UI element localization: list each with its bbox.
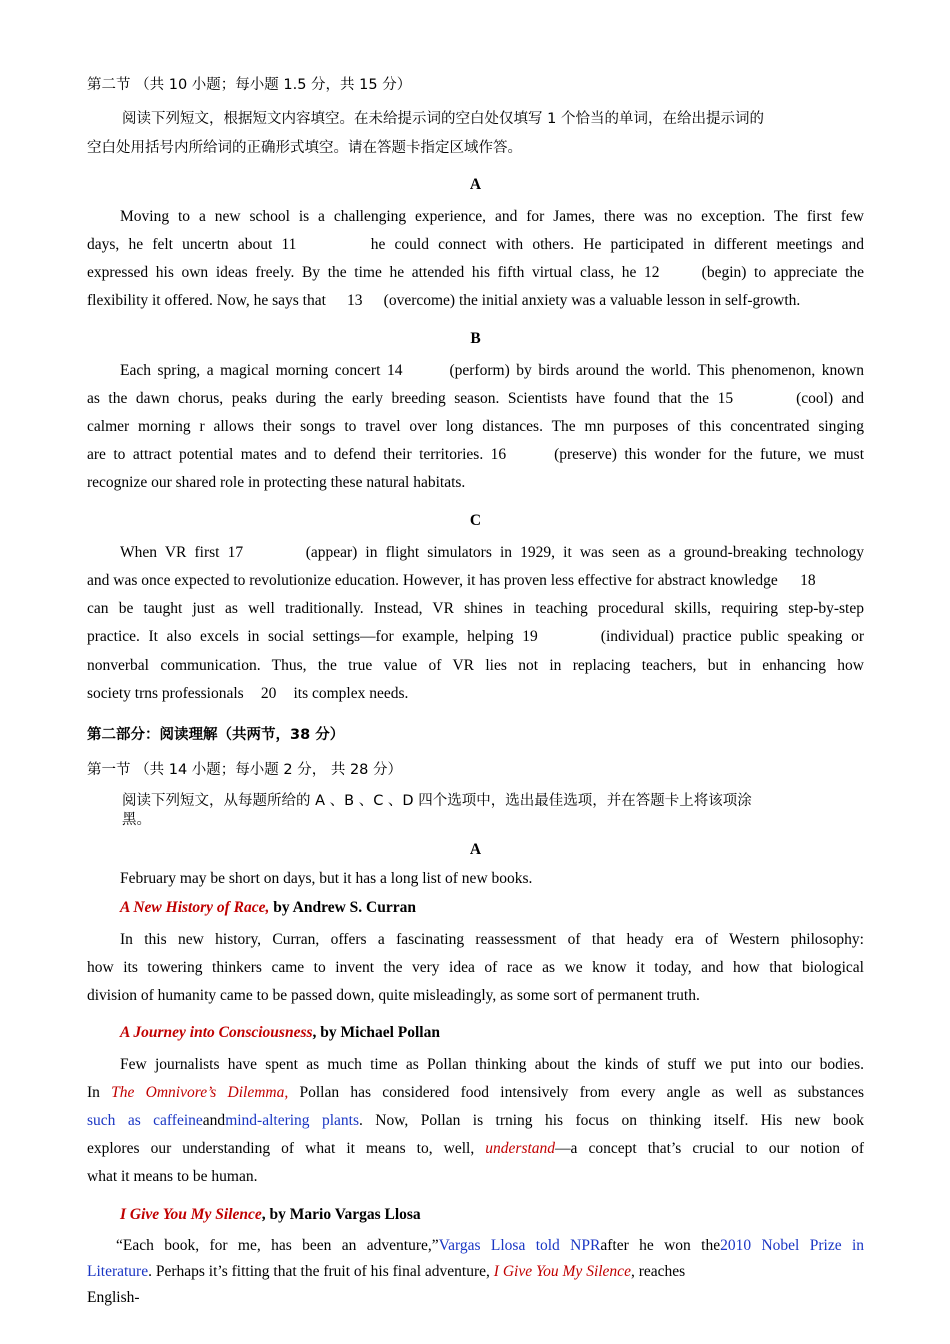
- passage-a-title: A: [469, 176, 482, 193]
- reading-a-title: A: [469, 841, 482, 858]
- blank-13: 13: [347, 292, 363, 309]
- blank-12: 12: [644, 264, 660, 281]
- blank-16: 16: [490, 446, 507, 463]
- book3-heading: [120, 1205, 864, 1225]
- book3-author: , by Mario Vargas Llosa: [261, 1206, 421, 1223]
- part2-instruction-line1: 阅读下列短文，从每题所给的 A 、B 、C 、D 四个选项中，选出最佳选项，并在答题卡上将该项涂: [122, 793, 752, 809]
- passage-c-line2: and was once expected to revolutionize education. However, it has proven less effective for abstract knowledge 18: [87, 572, 816, 589]
- book3-line3: English-: [87, 1289, 140, 1306]
- book1-heading: [120, 898, 864, 918]
- part2-instruction-line2: 黑。: [122, 812, 151, 828]
- section2-instruction-line1: 阅读下列短文，根据短文内容填空。在未给提示词的空白处仅填写 1 个恰当的单词，在给出提示词的: [122, 111, 764, 127]
- mind-altering-plants-link[interactable]: mind-altering plants: [225, 1112, 359, 1129]
- passage-a-line1: Moving to a new school is a challenging experience, and for James, there was no exception. The first few: [120, 208, 864, 225]
- reading-a-intro: February may be short on days, but it has a long list of new books.: [120, 870, 533, 887]
- book2-line4: explores our understanding of what it means to, well, understand—a concept that’s crucial to our notion of: [87, 1140, 865, 1157]
- section2-instruction-line2: 空白处用括号内所给词的正确形式填空。请在答题卡指定区域作答。: [87, 140, 522, 156]
- passage-b-line2: as the dawn chorus, peaks during the early breeding season. Scientists have found that the 15 (cool) and: [87, 390, 865, 407]
- book2-line1: Few journalists have spent as much time as Pollan thinking about the kinds of stuff we put into our bodies.: [120, 1056, 864, 1073]
- book3-line1: “Each book, for me, has been an adventure,”Vargas Llosa told NPRafter he won the2010 Nobel Prize in: [116, 1237, 865, 1254]
- nobel-prize-link[interactable]: 2010 Nobel Prize in: [720, 1237, 865, 1254]
- passage-a-line4: flexibility it offered. Now, he says that 13 (overcome) the initial anxiety was a valuable lesson in self-growth.: [87, 292, 801, 309]
- part2-heading: 第二部分：阅读理解（共两节，38 分）: [87, 727, 345, 743]
- blank-15: 15: [717, 390, 734, 407]
- passage-c-line5: nonverbal communication. Thus, the true value of VR lies not in replacing teachers, but in enhancing how: [87, 657, 864, 674]
- book2-title: A Journey into Consciousness: [120, 1024, 313, 1041]
- book2-line3: such as caffeineandmind-altering plants. Now, Pollan is trning his focus on thinking itself. His new book: [87, 1112, 864, 1129]
- book1-line3: division of humanity came to be passed down, quite misleadingly, as some sort of permanent truth.: [87, 987, 700, 1004]
- blank-20: 20: [260, 685, 277, 702]
- passage-a-line3: expressed his own ideas freely. By the time he attended his fifth virtual class, he 12 (begin) to appreciate the: [87, 264, 865, 281]
- caffeine-link[interactable]: such as caffeine: [87, 1112, 203, 1129]
- passage-a-line2: days, he felt uncertn about 11 he could connect with others. He participated in different meetings and: [87, 236, 864, 253]
- book1-title: A New History of Race,: [120, 899, 270, 916]
- book1-line2: how its towering thinkers came to invent the very idea of race as we know it today, and how that biological: [87, 959, 864, 976]
- literature-link[interactable]: Literature: [87, 1263, 149, 1280]
- passage-c-title: C: [469, 512, 482, 529]
- book2-heading: [120, 1023, 864, 1043]
- npr-link[interactable]: Vargas Llosa told NPR: [438, 1237, 601, 1254]
- blank-18: 18: [800, 572, 816, 589]
- understand-emphasis: understand: [485, 1140, 556, 1157]
- passage-b-line3: calmer morning r allows their songs to travel over long distances. The mn purposes of this concentrated singing: [87, 418, 864, 435]
- passage-c-line4: practice. It also excels in social settings—for example, helping 19 (individual) practice public speaking or: [87, 628, 865, 645]
- section2-heading: 第二节 （共 10 小题；每小题 1.5 分，共 15 分）: [87, 77, 412, 93]
- blank-17: 17: [227, 544, 244, 561]
- book3-line2: Literature. Perhaps it’s fitting that the fruit of his final adventure, I Give You My Silence, reaches: [87, 1263, 686, 1280]
- book3-title: I Give You My Silence: [120, 1206, 262, 1223]
- passage-c-line1: When VR first 17 (appear) in flight simulators in 1929, it was seen as a ground-breaking technology: [120, 544, 865, 561]
- passage-b-line1: Each spring, a magical morning concert 14 (perform) by birds around the world. This phenomenon, known: [120, 362, 865, 379]
- passage-b-line5: recognize our shared role in protecting these natural habitats.: [87, 474, 466, 491]
- blank-14: 14: [386, 362, 403, 379]
- part2-section1-heading: 第一节 （共 14 小题；每小题 2 分， 共 28 分）: [87, 762, 402, 778]
- passage-b-title: B: [470, 330, 481, 347]
- book2-author: , by Michael Pollan: [312, 1024, 440, 1041]
- silence-title-inline: I Give You My Silence: [493, 1263, 631, 1280]
- book2-line2: In The Omnivore’s Dilemma, Pollan has considered food intensively from every angle as well as substances: [87, 1084, 864, 1101]
- passage-c-line6: society trns professionals 20 its complex needs.: [87, 685, 409, 702]
- passage-b-line4: are to attract potential mates and to defend their territories. 16 (preserve) this wonder for the future, we must: [87, 446, 865, 463]
- omnivores-dilemma-title: The Omnivore’s Dilemma,: [111, 1084, 289, 1101]
- book2-line5: what it means to be human.: [87, 1168, 258, 1185]
- blank-11: 11: [281, 236, 297, 253]
- blank-19: 19: [522, 628, 538, 645]
- book1-author: by Andrew S. Curran: [269, 899, 416, 916]
- passage-c-line3: can be taught just as well traditionally. Instead, VR shines in teaching procedural skills, requiring step-by-step: [87, 600, 864, 617]
- book1-line1: In this new history, Curran, offers a fascinating reassessment of that heady era of Western philosophy:: [120, 931, 864, 948]
